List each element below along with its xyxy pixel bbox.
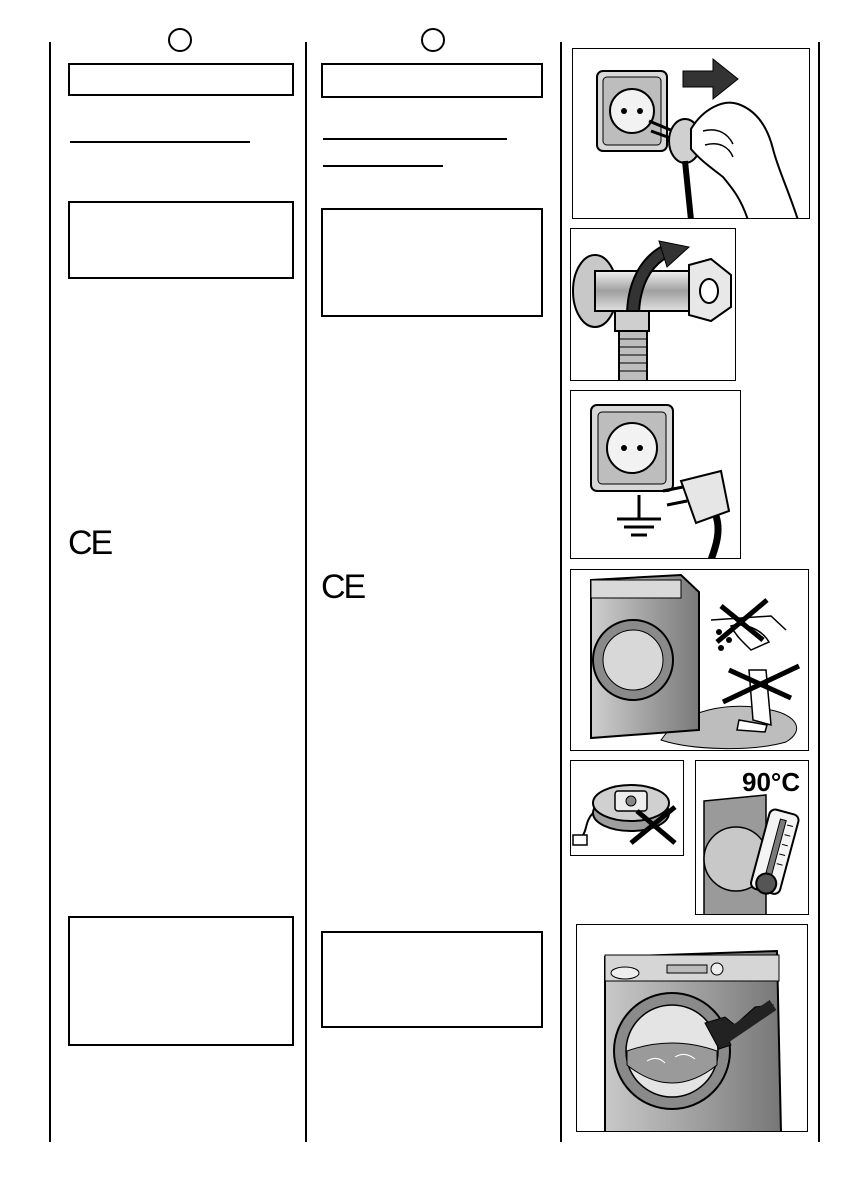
water-tap-icon	[571, 229, 736, 381]
no-extension-reel-icon	[571, 761, 684, 856]
column-divider-middle	[305, 42, 307, 1142]
ce-mark-left: CE	[68, 524, 112, 562]
subtitle-underline-middle-2	[323, 165, 443, 167]
warning-box-middle-bottom	[321, 931, 543, 1028]
subtitle-underline-left	[70, 141, 250, 143]
section-title-box-left	[68, 63, 294, 96]
subtitle-underline-middle-1	[323, 138, 507, 140]
warning-box-left-bottom	[68, 916, 294, 1046]
column-divider-edge	[818, 42, 820, 1142]
illustration-water-tap	[570, 228, 736, 381]
thermometer-label: 90°C	[742, 767, 801, 797]
language-badge-middle	[421, 28, 445, 52]
illustration-no-extension-reel	[570, 760, 684, 856]
section-title-box-middle	[321, 63, 543, 98]
illustration-no-wet-hands	[570, 569, 809, 751]
illustration-earthed-socket	[570, 390, 741, 559]
door-glass-icon	[577, 925, 808, 1132]
no-wet-hands-icon	[571, 570, 809, 751]
ce-mark-middle: CE	[321, 568, 365, 606]
column-divider-right	[560, 42, 562, 1142]
warning-box-left-top	[68, 201, 294, 279]
earthed-socket-icon	[571, 391, 741, 559]
language-badge-left	[168, 28, 192, 52]
illustration-door-glass	[576, 924, 808, 1132]
column-divider-left	[49, 42, 51, 1142]
warning-box-middle-top	[321, 208, 543, 317]
unplug-icon	[573, 49, 810, 219]
illustration-hot-door	[695, 760, 809, 915]
illustration-unplug	[572, 48, 810, 219]
hot-door-icon	[696, 761, 809, 915]
